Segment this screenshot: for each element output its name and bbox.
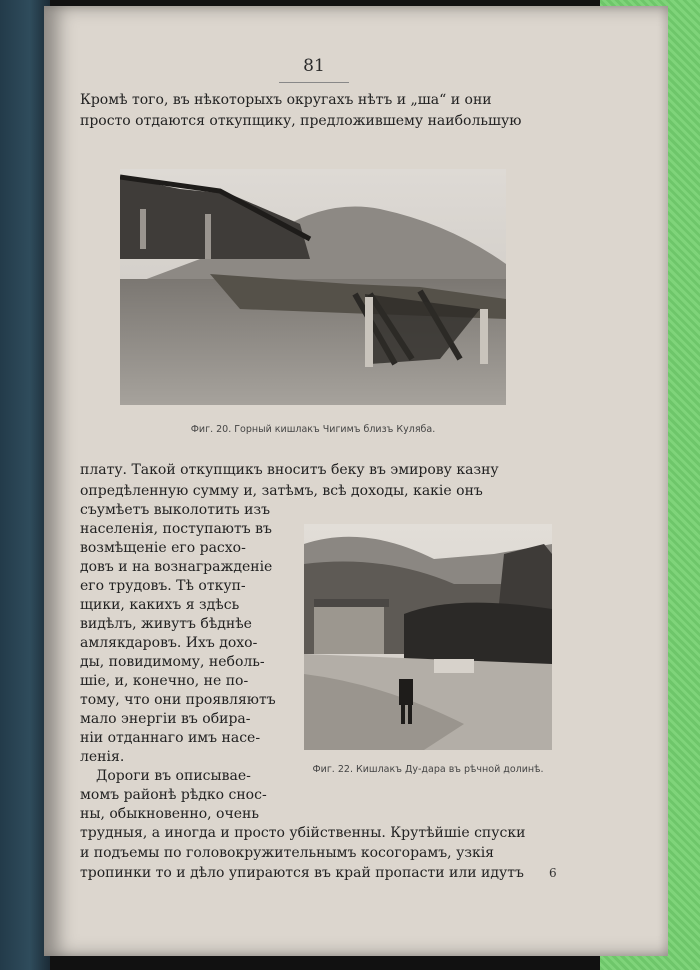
- text-line: его трудовъ. Тѣ откуп-: [80, 578, 246, 594]
- header-rule: [279, 82, 349, 83]
- text-line: ленія.: [80, 749, 125, 765]
- text-line: съумѣетъ выколотить изъ: [80, 502, 270, 518]
- text-line: мало энергіи въ обира-: [80, 711, 251, 727]
- figure-22-caption: Фиг. 22. Кишлакъ Ду-дара въ рѣчной долинѣ.: [312, 764, 544, 775]
- text-line: шіе, и, конечно, не по-: [80, 673, 249, 689]
- book-page: [44, 6, 668, 956]
- book-cover-blue: [0, 0, 50, 970]
- text-line: ды, повидимому, неболь-: [80, 654, 265, 670]
- text-line: возмѣщеніе его расхо-: [80, 540, 246, 556]
- signature-mark: 6: [549, 866, 557, 880]
- text-line: плату. Такой откупщикъ вноситъ беку въ эмирову казну: [80, 462, 499, 478]
- figure-22-photo: [304, 524, 552, 750]
- text-line: довъ и на вознагражденіе: [80, 559, 273, 575]
- text-line: щики, какихъ я здѣсь: [80, 597, 240, 613]
- text-line: тропинки то и дѣло упираются въ край пропасти или идутъ: [80, 865, 524, 881]
- text-line: и подъемы по головокружительнымъ косогорамъ, узкія: [80, 845, 495, 861]
- text-line: тому, что они проявляютъ: [80, 692, 276, 708]
- text-line: Кромѣ того, въ нѣкоторыхъ округахъ нѣтъ и „ша“ и они: [80, 92, 492, 108]
- figure-20-caption: Фиг. 20. Горный кишлакъ Чигимъ близъ Куляба.: [190, 424, 436, 435]
- figure-20-photo: [120, 169, 506, 405]
- text-line: ны, обыкновенно, очень: [80, 806, 259, 822]
- text-line: ніи отданнаго имъ насе-: [80, 730, 261, 746]
- text-line: трудныя, а иногда и просто убійственны. Крутѣйшіе спуски: [80, 825, 526, 841]
- text-line: просто отдаются откупщику, предложившему наибольшую: [80, 113, 522, 129]
- text-line: Дороги въ описывае-: [96, 768, 251, 784]
- text-line: опредѣленную сумму и, затѣмъ, всѣ доходы, какіе онъ: [80, 483, 483, 499]
- text-line: видѣлъ, живутъ бѣднѣе: [80, 616, 252, 632]
- text-line: населенія, поступаютъ въ: [80, 521, 272, 537]
- text-line: амлякдаровъ. Ихъ дохо-: [80, 635, 258, 651]
- page-number: 81: [303, 56, 325, 76]
- text-line: момъ районѣ рѣдко снос-: [80, 787, 267, 803]
